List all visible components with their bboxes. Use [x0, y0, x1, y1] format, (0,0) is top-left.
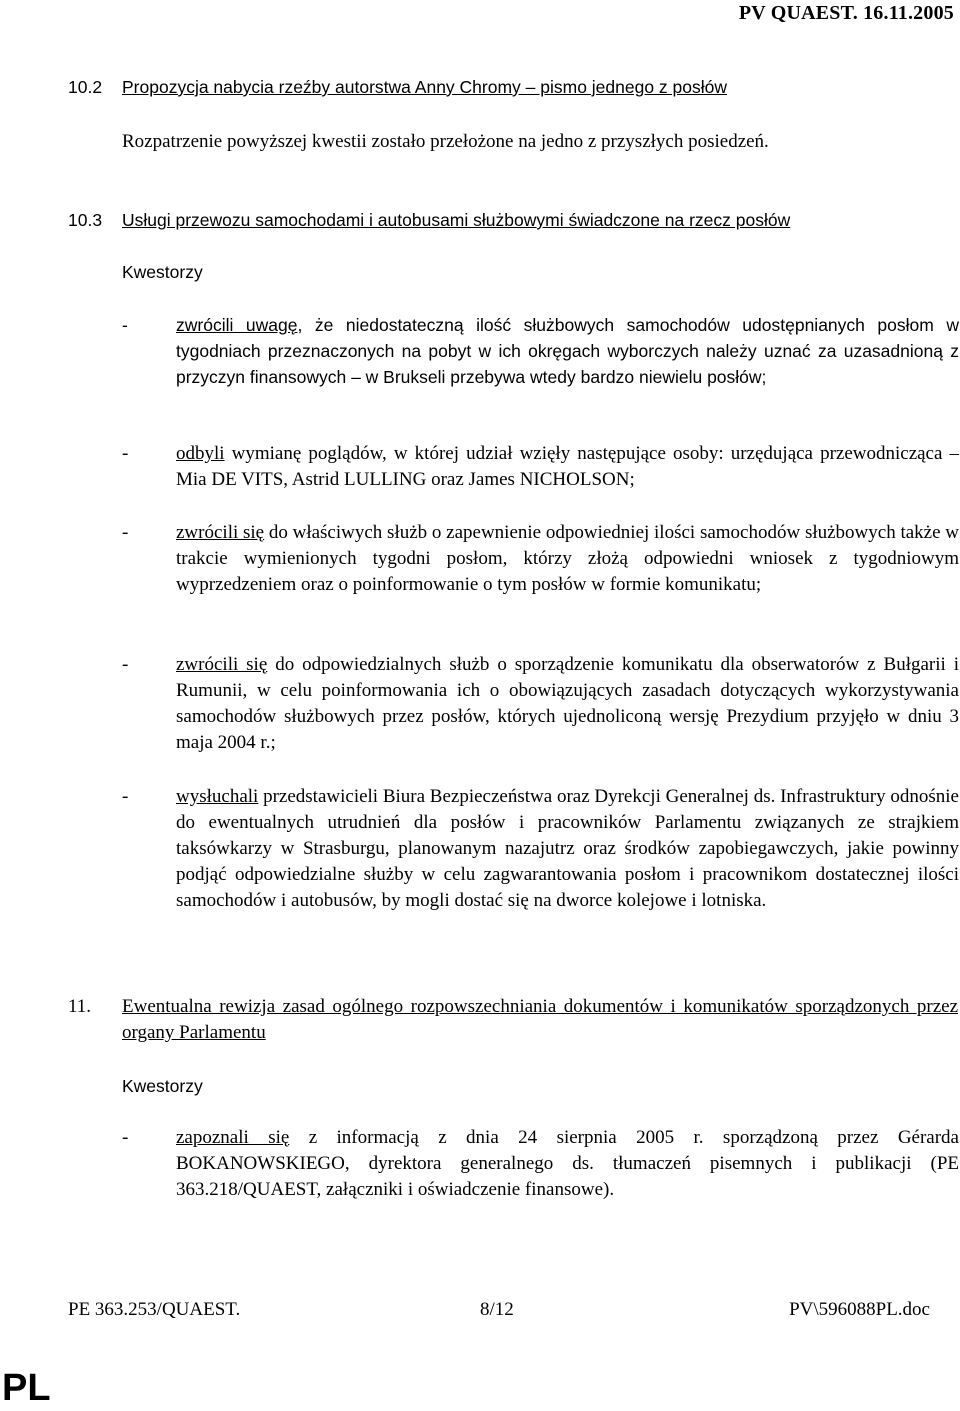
bullet-item: [122, 312, 958, 390]
bullet-verb: zapoznali się: [176, 1127, 290, 1148]
section-title: Ewentualna rewizja zasad ogólnego rozpowszechniania dokumentów i komunikatów sporządzonych przez organy Parlamentu: [122, 996, 958, 1043]
bullet-text: zwrócili się do odpowiedzialnych służb o sporządzenie komunikatu dla obserwatorów z Bułgarii i Rumunii, w celu poinformowania ich o obowiązujących zasadach dotyczących wykorzystywania samochodów służbowych przez posłów, których ujednoliconą wersję Prezydium przyjęło w dniu 3 maja 2004 r.;: [176, 654, 959, 753]
bullet-text: zapoznali się z informacją z dnia 24 sierpnia 2005 r. sporządzoną przez Gérarda BOKANOWSKIEGO, dyrektora generalnego ds. tłumaczeń pisemnych i publikacji (PE 363.218/QUAEST, załączniki i oświadczenie finansowe).: [176, 1127, 959, 1200]
bullet-dash: -: [122, 443, 129, 464]
bullet-dash: -: [122, 786, 129, 807]
section-number: 11.: [68, 996, 92, 1017]
language-tag: PL: [2, 1367, 51, 1409]
bullet-item: [122, 784, 958, 914]
subheading-kwestorzy: Kwestorzy: [122, 1076, 203, 1096]
section-title: Propozycja nabycia rzeźby autorstwa Anny Chromy – pismo jednego z posłów: [122, 77, 728, 97]
bullet-item: [122, 520, 958, 598]
bullet-dash: -: [122, 1127, 129, 1148]
bullet-text: odbyli wymianę poglądów, w której udział wzięły następujące osoby: urzędująca przewodnicząca – Mia DE VITS, Astrid LULLING oraz James NICHOLSON;: [176, 443, 959, 490]
bullet-dash: -: [122, 315, 128, 335]
bullet-text: wysłuchali przedstawicieli Biura Bezpieczeństwa oraz Dyrekcji Generalnej ds. Infrastruktury odnośnie do ewentualnych utrudnień dla posłów i pracowników Parlamentu związanych ze strajkiem taksówkarzy w Strasburgu, planowanym nazajutrz oraz środków zapobiegawczych, jakie powinny podjąć odpowiedzialne służby w celu zagwarantowania posłom i pracownikom dostatecznej ilości samochodów i autobusów, by mogli dostać się na dworce kolejowe i lotniska.: [176, 786, 959, 911]
bullet-item: [122, 441, 958, 493]
bullet-dash: -: [122, 654, 129, 675]
bullet-verb: zwrócili się: [176, 654, 268, 675]
section-text: Rozpatrzenie powyższej kwestii zostało przełożone na jedno z przyszłych posiedzeń.: [122, 131, 769, 152]
bullet-verb: zwrócili się: [176, 522, 265, 543]
section-number: 10.3: [68, 210, 103, 230]
bullet-dash: -: [122, 522, 129, 543]
bullet-item: [122, 652, 958, 756]
bullet-text: zwrócili uwagę, że niedostateczną ilość służbowych samochodów udostępnianych posłom w tygodniach przeznaczonych na pobyt w ich okręgach wyborczych należy uznać za uzasadnioną z przyczyn finansowych – w Brukseli przebywa wtedy bardzo niewielu posłów;: [176, 315, 960, 387]
bullet-text: zwrócili się do właściwych służb o zapewnienie odpowiedniej ilości samochodów służbowych także w trakcie wymienionych tygodni posłom, którzy złożą odpowiedni wniosek z tygodniowym wyprzedzeniem oraz o poinformowanie o tym posłów w formie komunikatu;: [176, 522, 960, 595]
section-title: Usługi przewozu samochodami i autobusami służbowymi świadczone na rzecz posłów: [122, 210, 791, 230]
footer-page-number: 8/12: [480, 1299, 514, 1320]
bullet-verb: odbyli: [176, 443, 225, 464]
bullet-verb: zwrócili uwagę: [176, 315, 298, 335]
section-number: 10.2: [68, 77, 103, 97]
bullet-verb: wysłuchali: [176, 786, 259, 807]
footer-reference: PE 363.253/QUAEST.: [68, 1299, 241, 1320]
bullet-item: [122, 1125, 958, 1203]
footer-filename: PV\596088PL.doc: [789, 1299, 930, 1320]
subheading-kwestorzy: Kwestorzy: [122, 262, 203, 282]
page-header: PV QUAEST. 16.11.2005: [738, 2, 954, 24]
